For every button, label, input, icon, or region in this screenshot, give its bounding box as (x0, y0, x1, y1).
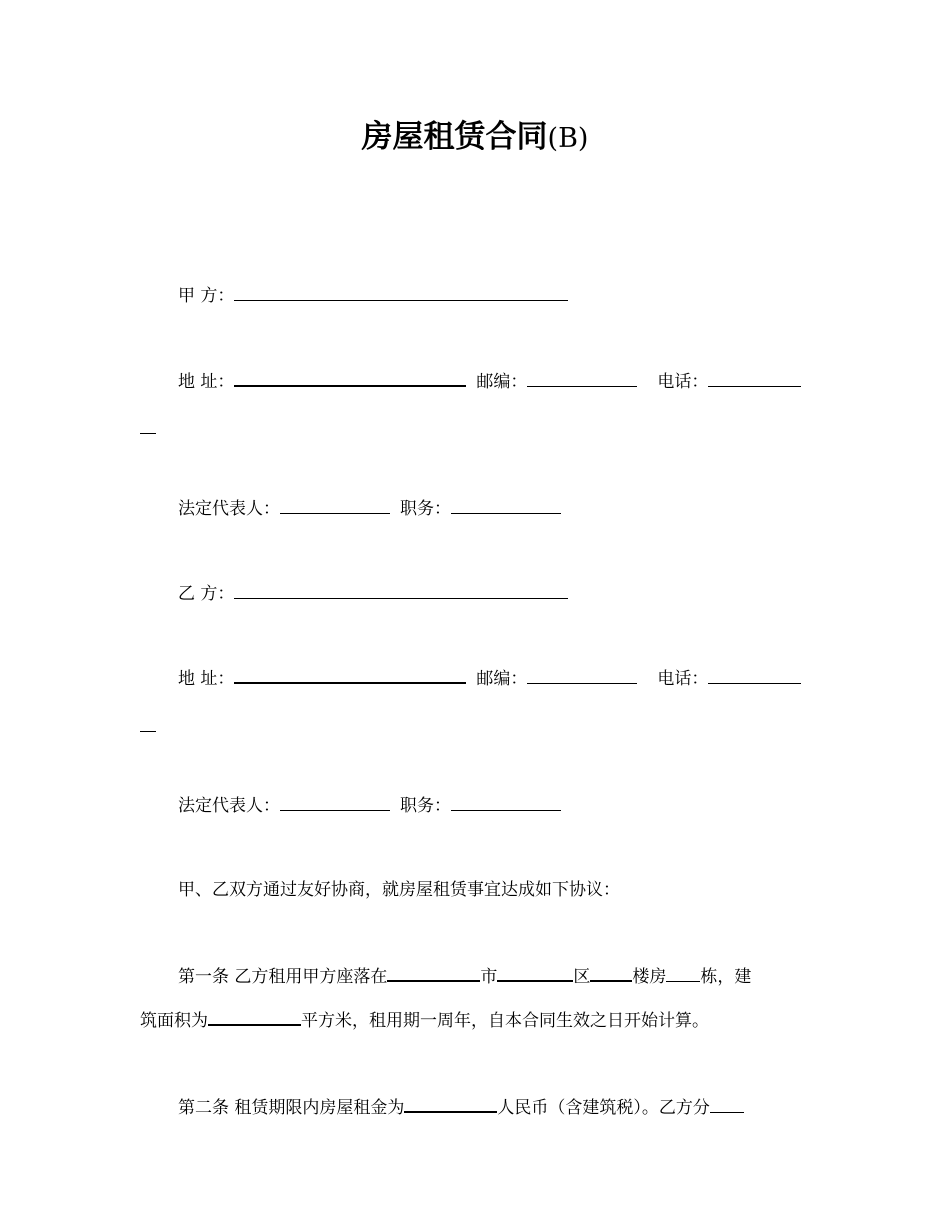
party-b-address-label: 地 址： (178, 669, 235, 689)
article-1-unit-blank[interactable] (666, 964, 700, 982)
party-a-rep-blank[interactable] (280, 496, 390, 514)
party-b-address-blank[interactable] (234, 665, 466, 684)
article-1-building-blank[interactable] (590, 963, 632, 982)
party-b-position-blank[interactable] (451, 793, 561, 811)
party-b-address-line (178, 665, 810, 691)
article-1-line-1 (178, 963, 810, 989)
party-a-position-blank[interactable] (451, 496, 561, 514)
party-b-blank[interactable] (234, 581, 568, 599)
article-2-rent-blank[interactable] (404, 1094, 497, 1113)
article-1-unit: 栋，建 (700, 967, 752, 987)
article-1-building: 楼房 (632, 967, 667, 987)
party-b-rep-label: 法定代表人： (178, 796, 280, 816)
party-b-postcode-blank[interactable] (527, 666, 637, 684)
article-2-suffix: 人民币（含建筑税）。乙方分 (497, 1098, 710, 1118)
party-a-rep-label: 法定代表人： (178, 499, 280, 519)
article-1-city-blank[interactable] (387, 963, 480, 982)
party-b-phone-wrap (140, 714, 810, 739)
article-2-prefix: 第二条 租赁期限内房屋租金为 (178, 1098, 405, 1118)
article-1-line-2 (140, 1007, 810, 1033)
party-b-postcode-label: 邮编： (476, 669, 528, 689)
party-b-phone-blank-cont[interactable] (140, 714, 156, 732)
article-1-line2-suffix: 平方米，租用期一周年，自本合同生效之日开始计算。 (301, 1011, 709, 1031)
party-a-line (178, 283, 810, 308)
party-a-rep-line (178, 496, 810, 521)
party-a-phone-blank[interactable] (708, 369, 801, 387)
party-a-phone-blank-cont[interactable] (140, 416, 156, 434)
article-2-installment-blank[interactable] (710, 1095, 744, 1113)
party-b-phone-blank[interactable] (708, 666, 801, 684)
article-1-line2-prefix: 筑面积为 (140, 1011, 208, 1031)
party-b-rep-blank[interactable] (280, 793, 390, 811)
party-a-phone-wrap (140, 416, 810, 441)
title-suffix: (B) (547, 123, 589, 154)
title-main: 房屋租赁合同 (361, 119, 548, 155)
party-b-label: 乙 方： (178, 584, 235, 604)
party-a-blank[interactable] (234, 283, 568, 301)
party-b-rep-line (178, 793, 810, 818)
party-a-address-blank[interactable] (234, 368, 466, 387)
article-1-district-blank[interactable] (497, 963, 573, 982)
party-a-postcode-label: 邮编： (476, 372, 528, 392)
document-title (0, 112, 950, 164)
party-a-address-label: 地 址： (178, 372, 235, 392)
party-a-address-line (178, 368, 810, 394)
party-b-phone-label: 电话： (657, 669, 709, 689)
party-a-phone-label: 电话： (657, 372, 709, 392)
party-a-label: 甲 方： (178, 286, 235, 306)
party-a-position-label: 职务： (400, 499, 451, 519)
article-1-city: 市 (480, 967, 498, 987)
party-b-position-label: 职务： (400, 796, 451, 816)
article-1-district: 区 (573, 967, 591, 987)
article-1-area-blank[interactable] (208, 1007, 301, 1026)
article-1-prefix: 第一条 乙方租用甲方座落在 (178, 967, 388, 987)
party-a-postcode-blank[interactable] (527, 369, 637, 387)
article-2-line-1 (178, 1094, 810, 1120)
party-b-line (178, 581, 810, 606)
intro-paragraph: 甲、乙双方通过友好协商，就房屋租赁事宜达成如下协议： (178, 880, 620, 900)
